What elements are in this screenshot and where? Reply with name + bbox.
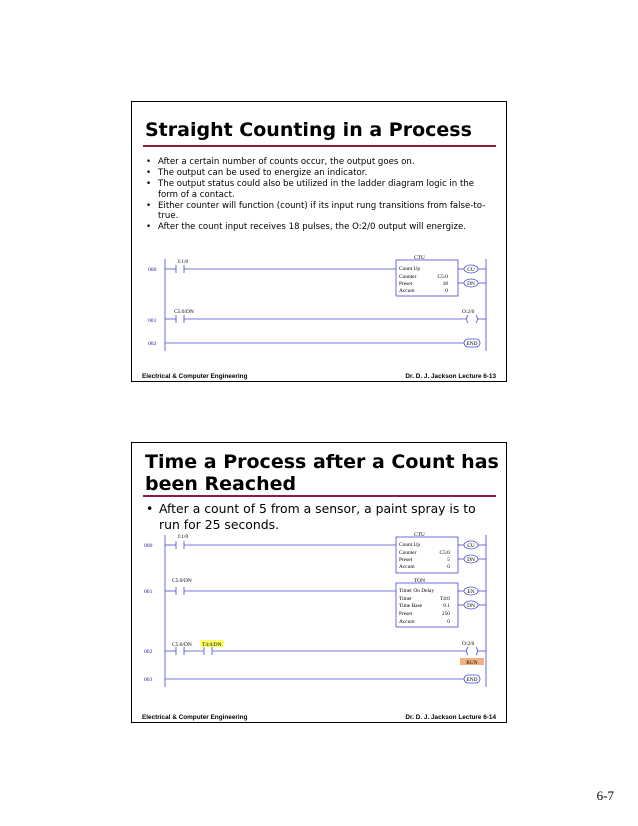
bullet-item: • After the count input receives 18 pulses, the O:2/0 output will energize. [145,222,494,232]
output-coil-icon [467,315,478,323]
output-label: CU [467,267,475,273]
block-line: Preset [399,611,413,617]
block-line: Counter [399,274,417,280]
bullet-list [145,501,494,533]
contact-label: I:1/0 [178,259,189,265]
slide-title [145,451,499,495]
bullet-item: • After a certain number of counts occur, the output goes on. [145,157,494,167]
title-rule [143,145,496,147]
bullet-item: • The output status could also be utilized in the ladder diagram logic in the form of a contact. [145,179,494,199]
output-label: EN [467,589,475,595]
block-line: Accum [399,288,415,294]
no-contact-icon [176,647,184,655]
contact-label: I:1/0 [178,534,189,540]
contact-label: C5:0/DN [174,309,194,315]
contact-label: T4:0/DN [202,642,222,648]
no-contact-icon [176,541,184,549]
output-coil-icon [467,647,478,655]
block-line: Preset [399,281,413,287]
block-line: Preset [399,557,413,563]
page-number: 6-7 [596,788,614,803]
block-value: T4:0 [439,596,450,602]
rung-number: 001 [144,589,153,595]
no-contact-icon [176,587,184,595]
block-value: 250 [441,611,450,617]
slide-6-13 [131,101,507,382]
block-value: 0.1 [443,603,450,609]
rung-number: 002 [148,341,157,347]
block-line: Accum [399,619,415,625]
block-line: Timer [399,596,412,602]
end-label: END [466,677,478,683]
block-line: Time Base [399,603,423,609]
rung-number: 002 [144,649,153,655]
block-title: CTU [414,532,425,538]
output-label: DN [467,603,475,609]
output-label: CU [467,543,475,549]
ladder-diagram [132,531,508,691]
block-line: Count Up [399,542,421,548]
rung-number: 000 [144,543,153,549]
block-value: 0 [447,619,450,625]
block-line: Count Up [399,266,421,272]
block-value: 0 [447,564,450,570]
footer-left: Electrical & Computer Engineering [142,714,248,721]
block-value: C5:0 [437,274,448,280]
slide-title: Straight Counting in a Process [145,119,472,141]
ladder-diagram [132,255,508,355]
title-line: Time a Process after a Count has [145,451,499,473]
block-value: 18 [442,281,448,287]
contact-label: C5:0/DN [172,578,192,584]
no-contact-icon [176,315,184,323]
contact-label: C5:0/DN [172,642,192,648]
bullet-item: • After a count of 5 from a sensor, a paint spray is to run for 25 seconds. [145,501,494,532]
rung-number: 003 [144,677,153,683]
end-label: END [466,341,478,347]
run-label: RUN [466,660,478,666]
slide-6-14 [131,442,507,723]
block-line: Timer On Delay [399,588,435,594]
block-line: Accum [399,564,415,570]
title-line: been Reached [145,473,297,495]
title-rule [143,495,496,497]
block-title: CTU [414,255,425,261]
block-value: C5:0 [439,550,450,556]
footer-left: Electrical & Computer Engineering [142,373,248,380]
block-title: TON [414,578,425,584]
footer-right: Dr. D. J. Jackson Lecture 6-13 [405,373,496,380]
bullet-item: • The output can be used to energize an indicator. [145,168,494,178]
rung-number: 000 [148,267,157,273]
no-contact-icon [176,265,184,273]
block-value: 5 [447,557,450,563]
output-label: DN [467,557,475,563]
bullet-list [145,157,494,233]
coil-label: O:2/0 [462,309,475,315]
footer-right: Dr. D. J. Jackson Lecture 6-14 [405,714,496,721]
output-label: DN [467,281,475,287]
bullet-item: • Either counter will function (count) if its input rung transitions from false-to-true. [145,201,494,221]
no-contact-icon [204,647,212,655]
rung-number: 001 [148,318,157,324]
block-line: Counter [399,550,417,556]
coil-label: O:2/0 [462,641,475,647]
block-value: 0 [445,288,448,294]
